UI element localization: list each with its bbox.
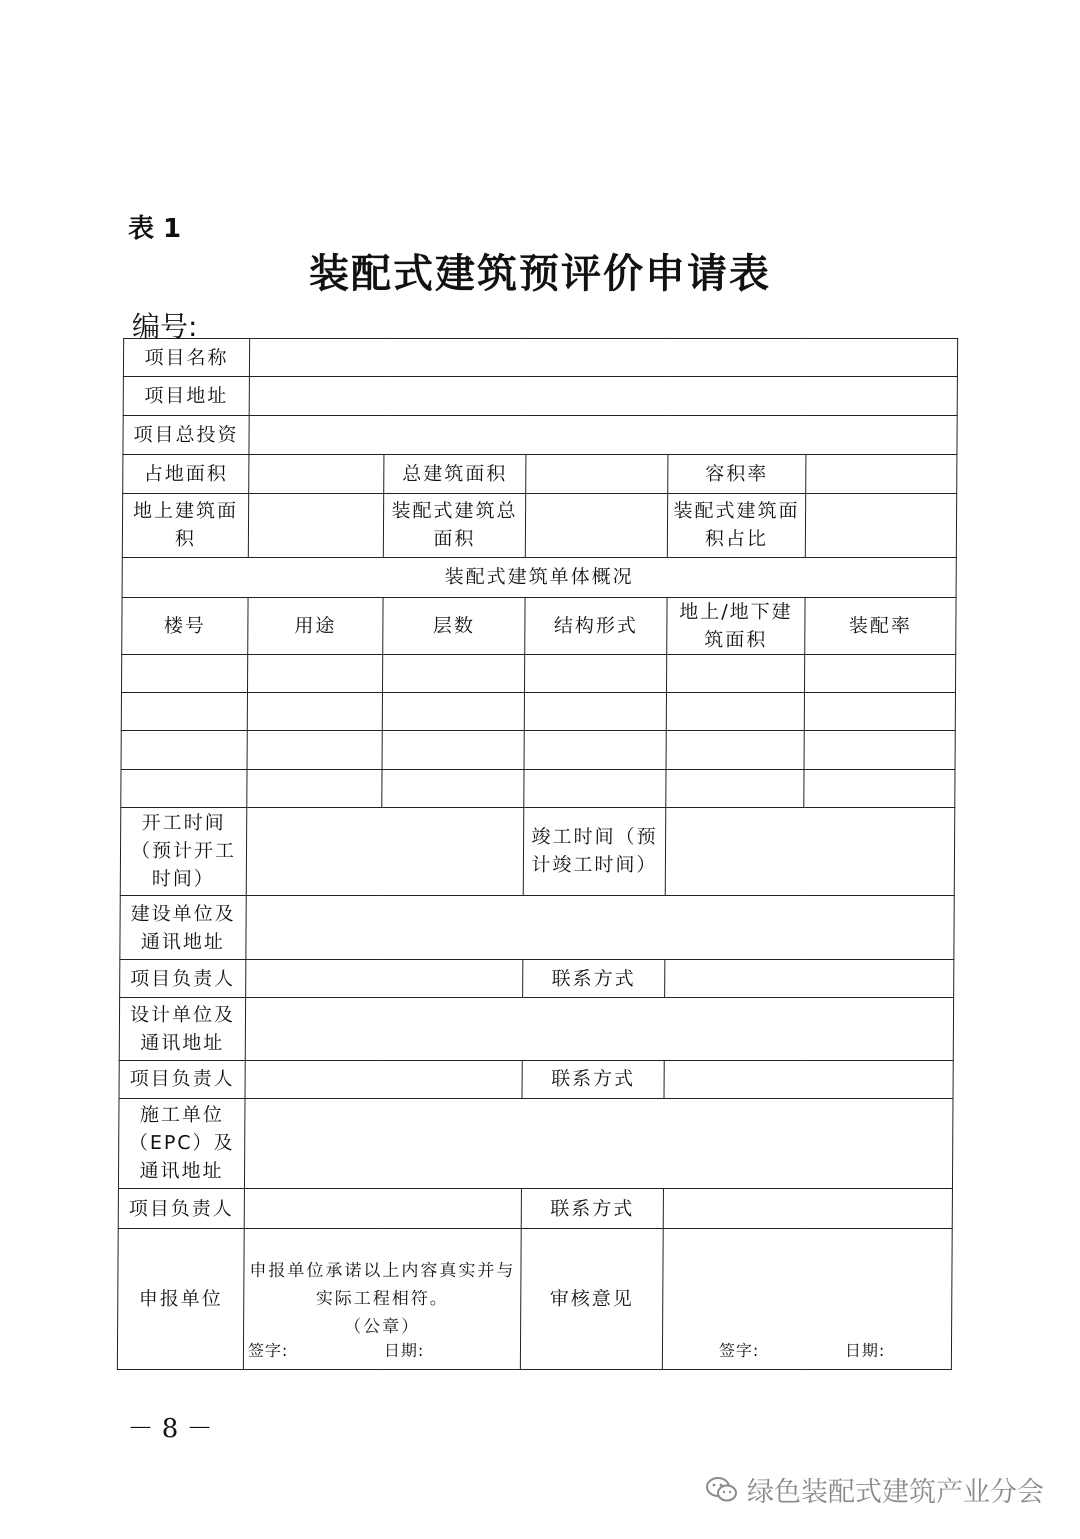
row-schedule [120,807,955,895]
field-project-leader[interactable] [246,960,523,998]
row-project-address [123,377,957,416]
label-completion-time: 竣工时间（预计竣工时间） [523,807,666,895]
label-start-time: 开工时间（预计开工时间） [120,807,247,895]
page-number: － 8 － [127,1414,213,1444]
table-cell[interactable] [804,693,955,731]
pledge-text-line1: 申报单位承诺以上内容真实并与 [249,1261,516,1282]
table-cell[interactable] [666,693,804,731]
application-form-table [117,338,958,1370]
label-prefab-area-ratio: 装配式建筑面积占比 [667,493,805,557]
label-applicant-unit: 申报单位 [117,1229,244,1370]
label-contact: 联系方式 [521,1189,663,1229]
table-cell[interactable] [804,655,955,693]
label-contact: 联系方式 [523,960,665,998]
table-cell[interactable] [382,693,524,731]
review-date-label: 日期: [844,1341,886,1360]
field-builder-unit[interactable] [246,896,954,960]
table-cell[interactable] [121,731,247,769]
table-cell[interactable] [666,769,804,807]
pledge-text-line2: 实际工程相符。 [315,1289,449,1310]
table-cell[interactable] [247,693,382,731]
label-above-ground-area: 地上建筑面积 [122,493,248,557]
applicant-date-label: 日期: [383,1341,425,1360]
row-section-title [122,557,956,597]
field-project-leader[interactable] [245,1060,522,1098]
row-applicant [117,1229,952,1370]
row-leader-3 [118,1189,952,1229]
table-cell[interactable] [121,769,247,807]
table-cell[interactable] [666,731,804,769]
table-cell[interactable] [247,731,382,769]
label-builder-unit: 建设单位及通讯地址 [120,896,246,960]
page-title: 装配式建筑预评价申请表 [309,251,771,297]
field-construction-unit[interactable] [244,1098,953,1188]
table-row [121,731,955,769]
field-prefab-total-area[interactable] [525,493,667,557]
field-contact[interactable] [664,1060,953,1098]
row-builder-unit [120,896,954,960]
field-completion-time[interactable] [665,807,955,895]
table-row [121,655,955,693]
applicant-pledge-cell[interactable] [243,1229,521,1370]
row-areas [123,455,957,493]
column-header: 楼号 [122,597,248,654]
table-cell[interactable] [804,731,955,769]
label-design-unit: 设计单位及通讯地址 [119,998,245,1060]
column-header: 地上/地下建筑面积 [667,597,805,654]
table-cell[interactable] [382,769,524,807]
label-project-address: 项目地址 [123,377,249,416]
row-total-investment [123,416,957,455]
column-header: 层数 [383,597,525,654]
field-plot-ratio[interactable] [806,455,957,493]
label-plot-ratio: 容积率 [668,455,806,493]
field-land-area[interactable] [249,455,384,493]
field-start-time[interactable] [246,807,524,895]
table-cell[interactable] [247,769,382,807]
row-prefab-areas [122,493,956,557]
table-cell[interactable] [524,655,666,693]
label-project-name: 项目名称 [123,339,249,377]
table-cell[interactable] [382,655,524,693]
field-contact[interactable] [665,960,954,998]
row-leader-2 [119,1060,953,1098]
column-header: 装配率 [805,597,956,654]
field-project-name[interactable] [249,339,957,377]
field-total-floor-area[interactable] [526,455,668,493]
label-construction-unit: 施工单位（EPC）及通讯地址 [118,1098,245,1188]
table-cell[interactable] [121,693,247,731]
row-project-name [123,339,957,377]
table-cell[interactable] [666,655,804,693]
column-header: 用途 [248,597,383,654]
review-opinion-cell[interactable] [662,1229,952,1370]
wechat-icon [705,1476,739,1504]
watermark [705,1470,1044,1509]
label-land-area: 占地面积 [123,455,249,493]
label-project-leader: 项目负责人 [120,960,246,998]
table-cell[interactable] [121,655,247,693]
label-total-floor-area: 总建筑面积 [384,455,526,493]
table-row [121,693,955,731]
field-design-unit[interactable] [245,998,953,1060]
table-cell[interactable] [524,693,666,731]
label-contact: 联系方式 [522,1060,664,1098]
label-review-opinion: 审核意见 [520,1229,663,1370]
row-column-headers [122,597,956,654]
label-prefab-total-area: 装配式建筑总面积 [383,493,525,557]
label-total-investment: 项目总投资 [123,416,249,455]
table-row [121,769,955,807]
field-above-ground-area[interactable] [248,493,383,557]
row-design-unit [119,998,953,1060]
section-title: 装配式建筑单体概况 [122,557,956,597]
table-label: 表 1 [128,214,182,244]
field-project-leader[interactable] [244,1189,521,1229]
official-seal-label: （公章） [344,1317,421,1338]
row-construction-unit [118,1098,953,1188]
table-cell[interactable] [524,731,666,769]
table-cell[interactable] [524,769,666,807]
serial-number-label: 编号: [132,310,198,343]
watermark-text: 绿色装配式建筑产业分会 [747,1477,1044,1508]
row-leader-1 [120,960,954,998]
field-project-address[interactable] [249,377,957,416]
column-header: 结构形式 [525,597,667,654]
field-total-investment[interactable] [249,416,957,455]
review-sign-label: 签字: [718,1341,760,1360]
table-cell[interactable] [382,731,524,769]
label-project-leader: 项目负责人 [118,1189,244,1229]
applicant-sign-label: 签字: [247,1341,289,1360]
table-cell[interactable] [804,769,955,807]
label-project-leader: 项目负责人 [119,1060,245,1098]
field-prefab-area-ratio[interactable] [805,493,956,557]
field-contact[interactable] [663,1189,952,1229]
table-cell[interactable] [247,655,382,693]
